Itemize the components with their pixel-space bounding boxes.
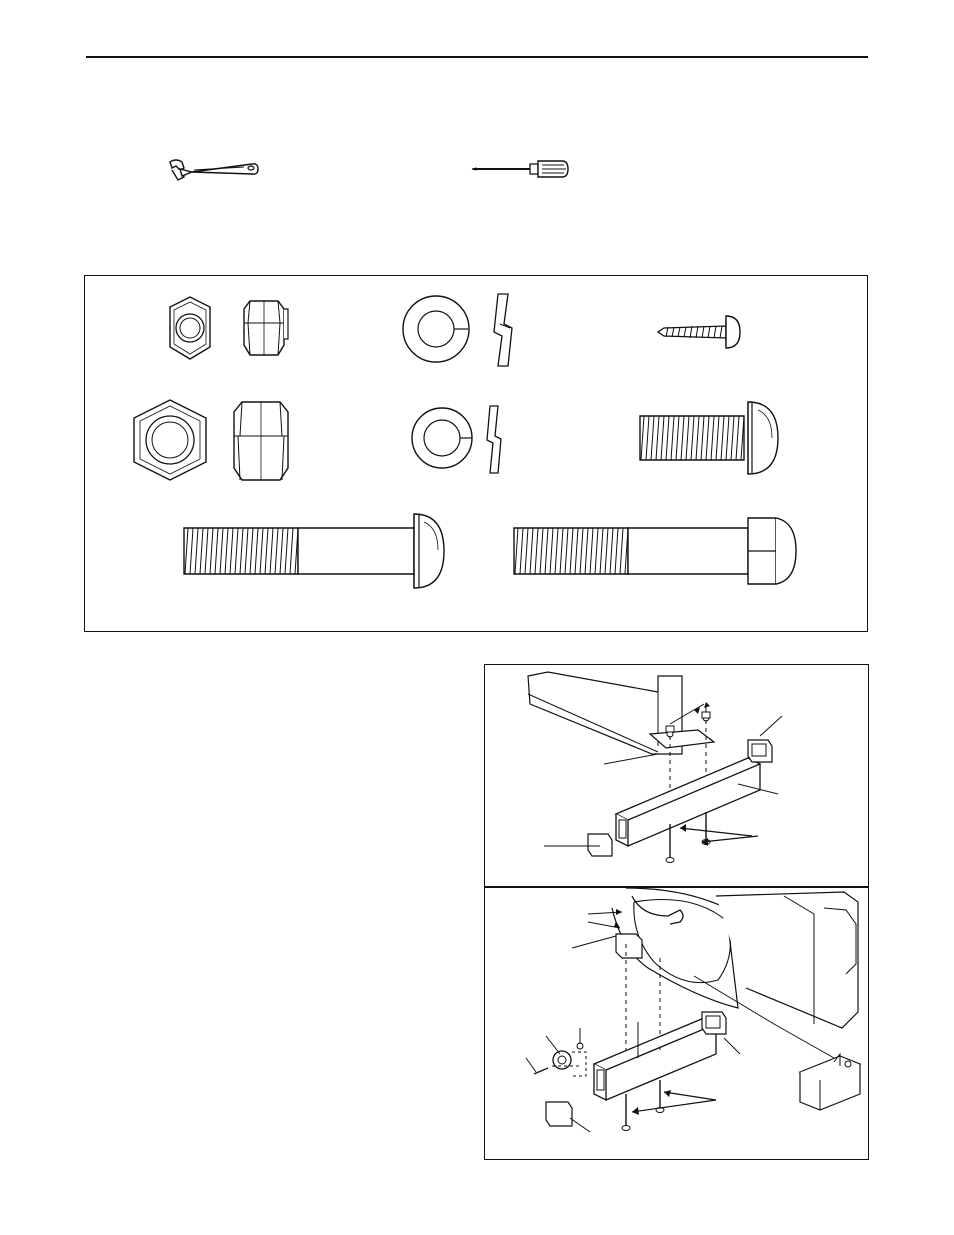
large-nut-icon — [132, 398, 302, 484]
small-nut-icon — [168, 295, 308, 365]
split-washer-large-icon — [400, 291, 530, 369]
screw-icon — [656, 312, 746, 354]
assembly-figure-1 — [484, 664, 869, 886]
header-rule — [86, 56, 868, 58]
split-washer-small-icon — [410, 404, 510, 476]
button-head-bolt-long-icon — [182, 512, 452, 590]
hex-head-bolt-icon — [512, 512, 802, 590]
assembly-figure-2 — [484, 888, 869, 1158]
adjustable-wrench-icon — [164, 156, 260, 186]
phillips-screwdriver-icon — [470, 158, 570, 180]
button-head-bolt-short-icon — [638, 400, 784, 476]
